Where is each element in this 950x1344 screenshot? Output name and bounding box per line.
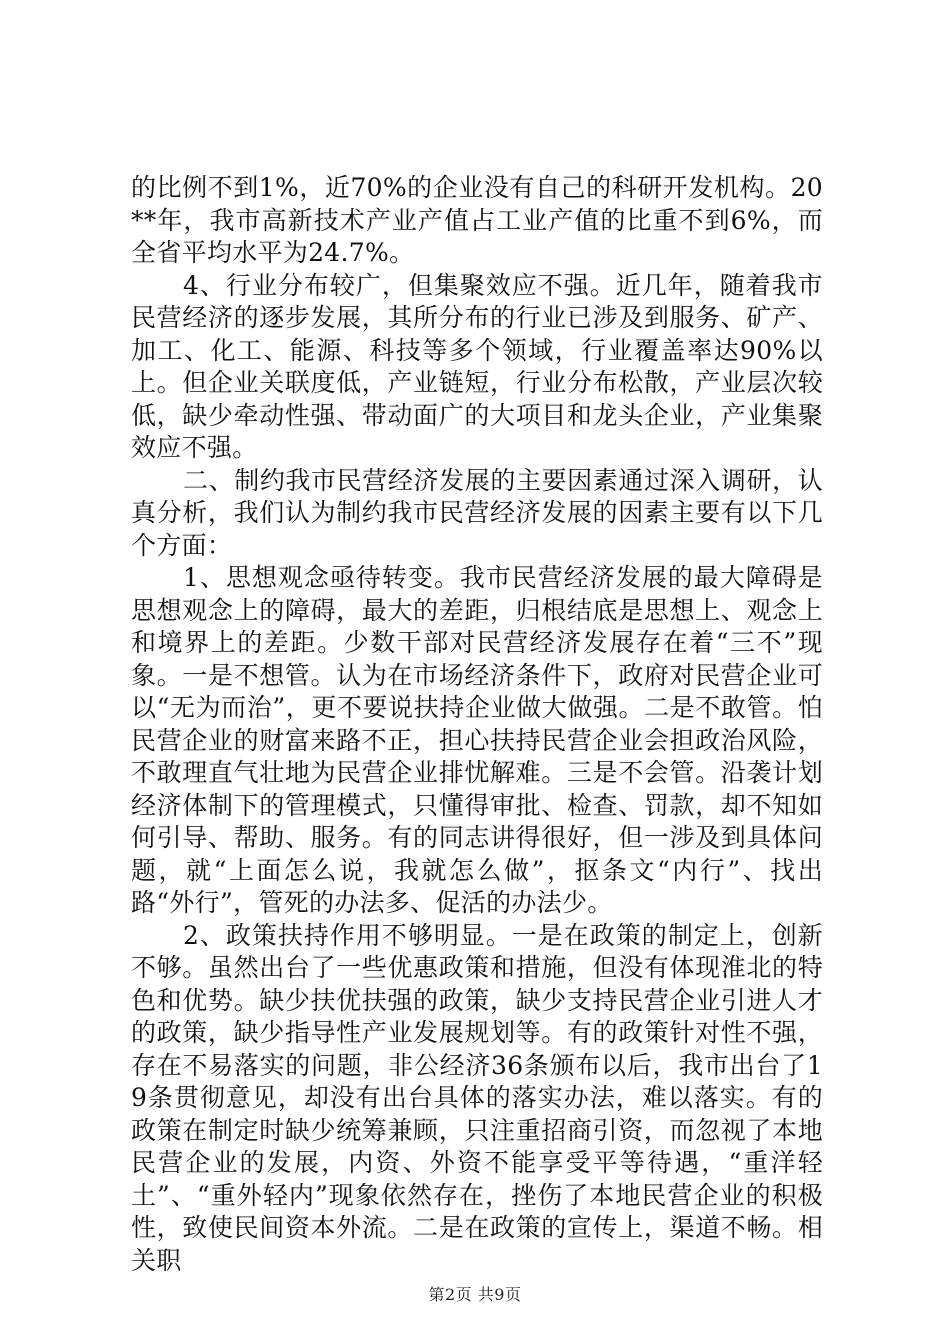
paragraph-mindset: 1、思想观念亟待转变。我市民营经济发展的最大障碍是思想观念上的障碍，最大的差距，归根结底是思想上、观念上和境界上的差距。少数干部对民营经济发展存在着“三不”现象。一是不想管。认为在市场经济条件下，政府对民营企业可以“无为而治”，更不要说扶持企业做大做强。二是不敢管。怕民营企业的财富来路不正，担心扶持民营企业会担政治风险，不敢理直气壮地为民营企业排忧解难。三是不会管。沿袭计划经济体制下的管理模式，只懂得审批、检查、罚款，却不知如何引导、帮助、服务。有的同志讲得很好，但一涉及到具体问题，就“上面怎么说，我就怎么做”，抠条文“内行”、找出路“外行”，管死的办法多、促活的办法少。 [131, 563, 823, 917]
paragraph-policy-support: 2、政策扶持作用不够明显。一是在政策的制定上，创新不够。虽然出台了一些优惠政策和措施，但没有体现淮北的特色和优势。缺少扶优扶强的政策，缺少支持民营企业引进人才的政策，缺少指导性产业发展规划等。有的政策针对性不强，存在不易落实的问题，非公经济36条颁布以后，我市出台了19条贯彻意见，却没有出台具体的落实办法，难以落实。有的政策在制定时缺少统筹兼顾，只注重招商引资，而忽视了本地民营企业的发展，内资、外资不能享受平等待遇，“重洋轻土”、“重外轻内”现象依然存在，挫伤了本地民营企业的积极性，致使民间资本外流。二是在政策的宣传上，渠道不畅。相关职 [131, 920, 823, 1275]
paragraph-continuation: 的比例不到1%，近70%的企业没有自己的科研开发机构。20**年，我市高新技术产业产值占工业产值的比重不到6%，而全省平均水平为24.7%。 [131, 173, 823, 267]
document-body [131, 172, 823, 1277]
page-number-footer: 第2页 共9页 [428, 1285, 522, 1304]
paragraph-section-two-heading: 二、制约我市民营经济发展的主要因素通过深入调研，认真分析，我们认为制约我市民营经济发展的因素主要有以下几个方面： [131, 465, 823, 560]
paragraph-industry-distribution: 4、行业分布较广，但集聚效应不强。近几年，随着我市民营经济的逐步发展，其所分布的行业已涉及到服务、矿产、加工、化工、能源、科技等多个领域，行业覆盖率达90%以上。但企业关联度低，产业链短，行业分布松散，产业层次较低，缺少牵动性强、带动面广的大项目和龙头企业，产业集聚效应不强。 [131, 270, 823, 462]
